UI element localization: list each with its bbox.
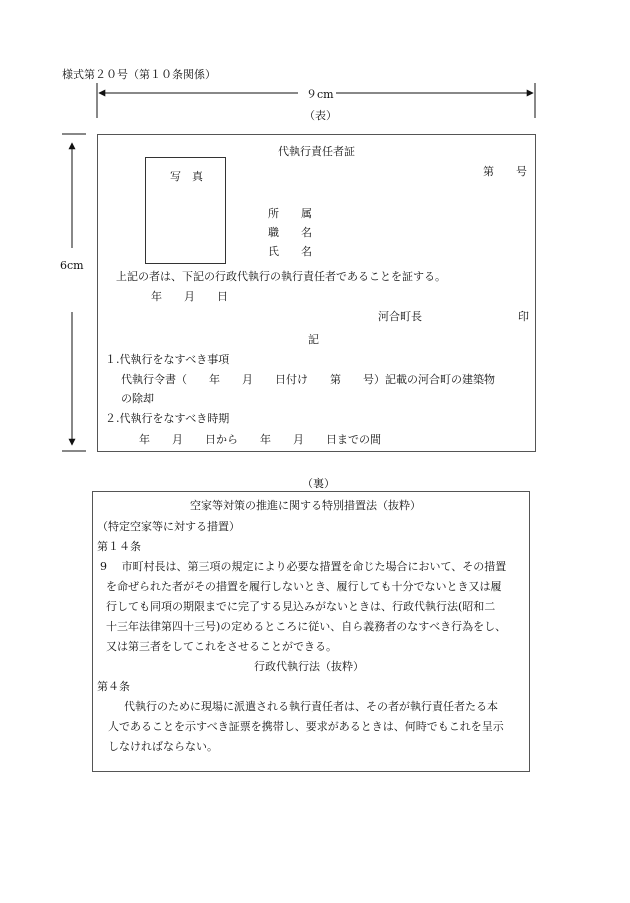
article14: 第１４条	[97, 540, 141, 553]
para4-line: しなければならない。	[108, 740, 218, 753]
item1-line2: の除却	[121, 392, 154, 405]
field-position: 職 名	[268, 226, 312, 239]
seal-mark: 印	[518, 310, 529, 323]
date-line: 年 月 日	[151, 290, 228, 303]
certify-text: 上記の者は、下記の行政代執行の執行責任者であることを証する。	[116, 270, 446, 283]
article4: 第４条	[97, 680, 130, 693]
back-subtitle: （特定空家等に対する措置）	[97, 520, 240, 533]
ki-label: 記	[308, 333, 319, 346]
item1-line1: 代執行令書（ 年 月 日付け 第 号）記載の河合町の建築物	[121, 373, 495, 386]
para9-line: 十三年法律第四十三号)の定めるところに従い、自ら義務者のなすべき行為をし、	[106, 620, 507, 633]
width-label: ９cm	[306, 88, 334, 101]
height-label: 6cm	[60, 259, 84, 272]
form-label: 様式第２０号（第１０条関係）	[62, 68, 216, 81]
para4-line: 代執行のために現場に派遣される執行責任者は、その者が執行責任者たる本	[124, 700, 498, 713]
para4-line: 人であることを示すべき証票を携帯し、要求があるときは、何時でもこれを呈示	[108, 720, 504, 733]
number-label: 第 号	[483, 165, 527, 178]
para9-line: 行しても同項の期限までに完了する見込みがないときは、行政代執行法(昭和二	[106, 600, 496, 613]
issuer: 河合町長	[378, 310, 422, 323]
law2-title: 行政代執行法（抜粋）	[254, 660, 364, 673]
para9-line: 又は第三者をしてこれをさせることができる。	[106, 640, 337, 653]
item2-line: 年 月 日から 年 月 日までの間	[139, 433, 381, 446]
para9-line: を命ぜられた者がその措置を履行しないとき、履行しても十分でないとき又は履	[106, 580, 502, 593]
field-affiliation: 所 属	[268, 207, 312, 220]
back-side-label: （裏）	[302, 477, 335, 490]
back-title: 空家等対策の推進に関する特別措置法（抜粋）	[190, 499, 421, 512]
item2-title: ２.代執行をなすべき時期	[105, 412, 230, 425]
front-side-label: （表）	[304, 109, 337, 122]
field-name: 氏 名	[268, 245, 312, 258]
para9-line: 9 市町村長は、第三項の規定により必要な措置を命じた場合において、その措置	[100, 560, 507, 573]
front-title: 代執行責任者証	[278, 145, 355, 158]
item1-title: １.代執行をなすべき事項	[105, 353, 230, 366]
photo-label: 写 真	[170, 170, 203, 183]
